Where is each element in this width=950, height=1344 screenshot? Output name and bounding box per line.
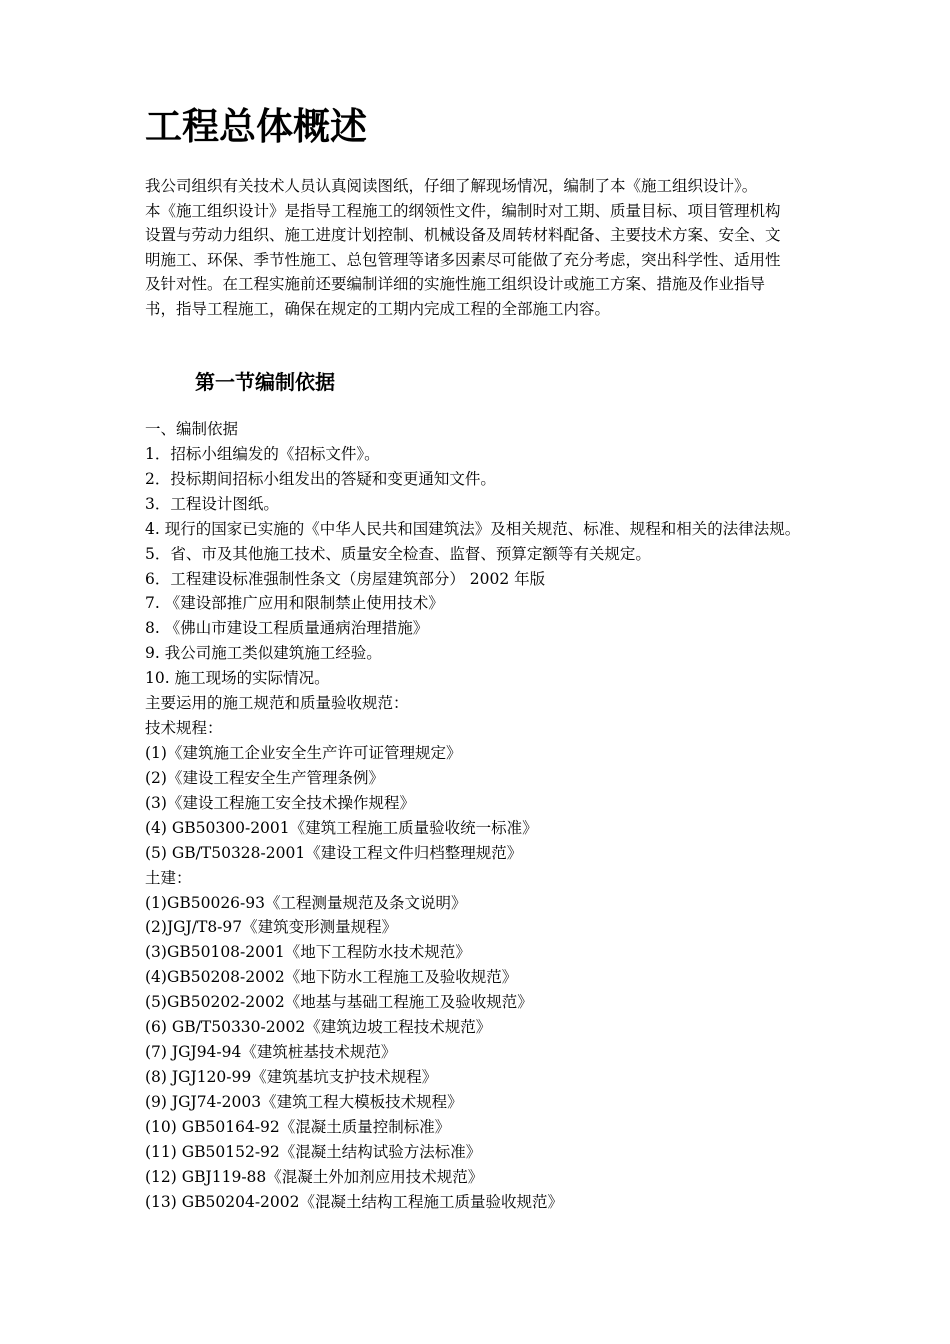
- list-item: (3)《建设工程施工安全技术操作规程》: [145, 793, 415, 812]
- intro-line: 设置与劳动力组织、施工进度计划控制、机械设备及周转材料配备、主要技术方案、安全、文: [145, 226, 781, 245]
- list-item: (5) GB/T50328-2001《建设工程文件归档整理规范》: [145, 843, 523, 862]
- list-item: 土建：: [145, 868, 192, 887]
- list-item: (12) GBJ119-88《混凝土外加剂应用技术规范》: [145, 1167, 484, 1186]
- list-item: 9. 我公司施工类似建筑施工经验。: [145, 644, 382, 663]
- basis-list: [145, 417, 845, 1215]
- list-item: (4) GB50300-2001《建筑工程施工质量验收统一标准》: [145, 818, 538, 837]
- list-item: (3)GB50108-2001《地下工程防水技术规范》: [145, 943, 471, 962]
- list-item: (1)GB50026-93《工程测量规范及条文说明》: [145, 893, 467, 912]
- list-item: (10) GB50164-92《混凝土质量控制标准》: [145, 1117, 451, 1136]
- intro-line: 明施工、环保、季节性施工、总包管理等诸多因素尽可能做了充分考虑，突出科学性、适用性: [145, 250, 781, 269]
- list-item: (11) GB50152-92《混凝土结构试验方法标准》: [145, 1142, 482, 1161]
- list-item: (2)JGJ/T8-97《建筑变形测量规程》: [145, 918, 398, 937]
- list-item: 1．招标小组编发的《招标文件》。: [145, 444, 380, 463]
- list-item: (13) GB50204-2002《混凝土结构工程施工质量验收规范》: [145, 1192, 564, 1211]
- list-item: (8) JGJ120-99《建筑基坑支护技术规程》: [145, 1067, 438, 1086]
- list-item: 7. 《建设部推广应用和限制禁止使用技术》: [145, 594, 444, 613]
- list-item: (6) GB/T50330-2002《建筑边坡工程技术规范》: [145, 1018, 492, 1037]
- list-item: (2)《建设工程安全生产管理条例》: [145, 768, 384, 787]
- intro-line: 本《施工组织设计》是指导工程施工的纲领性文件，编制时对工期、质量目标、项目管理机构: [145, 201, 781, 220]
- list-item: 8. 《佛山市建设工程质量通病治理措施》: [145, 619, 429, 638]
- list-item: 5．省、市及其他施工技术、质量安全检查、监督、预算定额等有关规定。: [145, 544, 651, 563]
- list-item: 10. 施工现场的实际情况。: [145, 669, 330, 688]
- intro-line: 我公司组织有关技术人员认真阅读图纸，仔细了解现场情况，编制了本《施工组织设计》。: [145, 177, 758, 195]
- list-item: 主要运用的施工规范和质量验收规范：: [145, 694, 409, 713]
- list-item: (7) JGJ94-94《建筑桩基技术规范》: [145, 1043, 397, 1062]
- list-item: (4)GB50208-2002《地下防水工程施工及验收规范》: [145, 968, 518, 987]
- list-item: (9) JGJ74-2003《建筑工程大模板技术规程》: [145, 1092, 463, 1111]
- list-item: 3．工程设计图纸。: [145, 494, 279, 513]
- list-item: (5)GB50202-2002《地基与基础工程施工及验收规范》: [145, 993, 533, 1012]
- list-item: 6．工程建设标准强制性条文（房屋建筑部分） 2002 年版: [145, 569, 546, 588]
- list-item: 2．投标期间招标小组发出的答疑和变更通知文件。: [145, 469, 496, 488]
- list-item: 一、编制依据: [145, 420, 239, 438]
- intro-paragraph: [145, 174, 825, 322]
- list-item: (1)《建筑施工企业安全生产许可证管理规定》: [145, 743, 462, 762]
- list-item: 技术规程：: [145, 719, 223, 738]
- intro-line: 书，指导工程施工，确保在规定的工期内完成工程的全部施工内容。: [145, 299, 611, 318]
- intro-line: 及针对性。在工程实施前还要编制详细的实施性施工组织设计或施工方案、措施及作业指导: [145, 275, 766, 294]
- section-heading: 第一节编制依据: [195, 370, 335, 394]
- document-title: 工程总体概述: [145, 105, 367, 148]
- list-item: 4. 现行的国家已实施的《中华人民共和国建筑法》及相关规范、标准、规程和相关的法律法规。: [145, 519, 801, 538]
